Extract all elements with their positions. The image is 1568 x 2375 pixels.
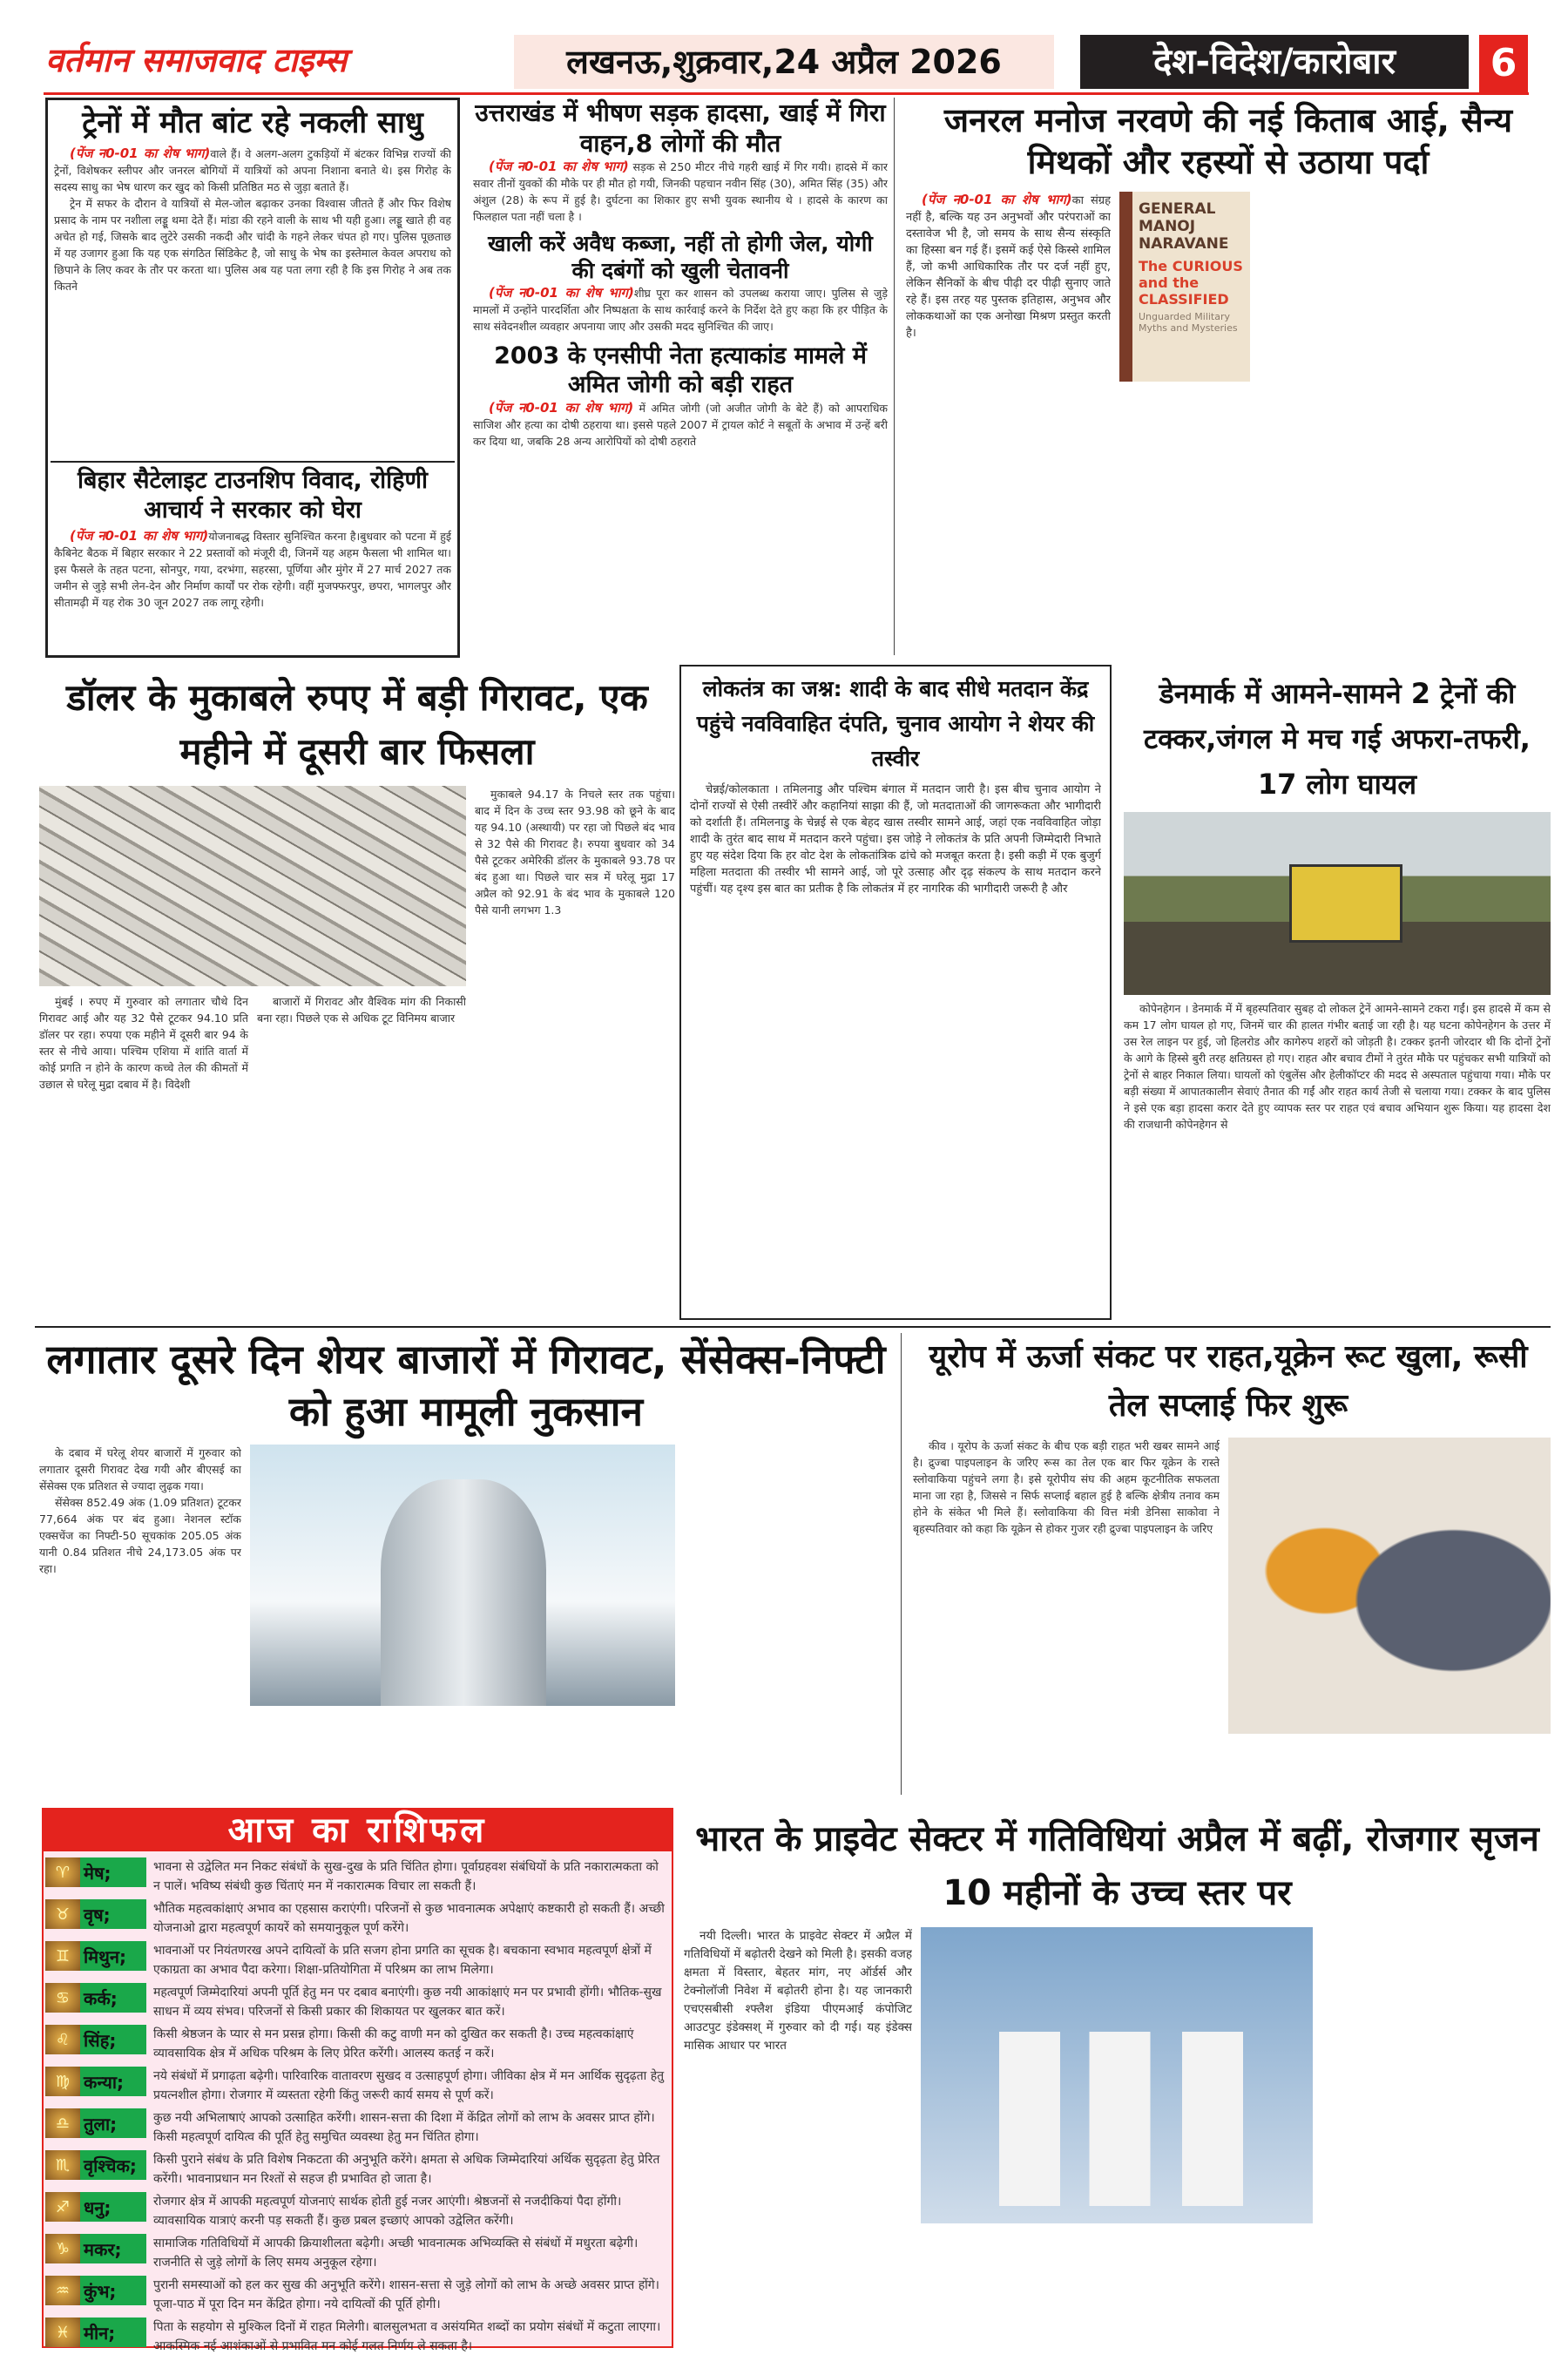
middle-top-column bbox=[473, 98, 888, 655]
masthead-rule bbox=[44, 92, 1529, 95]
headline-sensex: लगातार दूसरे दिन शेयर बाजारों में गिरावट, सेंसेक्स-निफ्टी को हुआ मामूली नुकसान bbox=[46, 1336, 886, 1435]
rashi-text: रोजगार क्षेत्र में आपकी महत्वपूर्ण योजनाएं सार्थक होती हुई नजर आएंगी। श्रेष्ठजनों से नजदीकियां पैदा होंगी। व्यावसायिक यात्राएं करनी पड़ सकती हैं। कुछ प्रबल इच्छाएं आपको उद्वेलित करेंगी। bbox=[153, 2195, 622, 2228]
goat-icon: ♑ bbox=[45, 2234, 80, 2263]
article-text: वाले हैं। वे अलग-अलग टुकड़ियों में बंटकर विभिन्न राज्यों की ट्रेनों, विशेषकर स्लीपर और जनरल बोगियों में यात्रियों को अपना निशाना बनाते थे। इस गिरोह के सदस्य साधु का भेष धारण कर खुद को किसी प्रतिष्ठित मठ से जुड़ा बताते हैं। bbox=[54, 146, 451, 193]
dollar-under-image bbox=[39, 993, 466, 1323]
twins-icon: ♊ bbox=[45, 1941, 80, 1971]
article-dollar-body-2 bbox=[257, 993, 466, 1323]
divider bbox=[35, 1326, 1551, 1328]
rashi-item bbox=[45, 1983, 669, 2021]
headline-uttarakhand: उत्तराखंड में भीषण सड़क हादसा, खाई में गिरा वाहन,8 लोगों की मौत bbox=[475, 98, 886, 158]
rashi-text: पुरानी समस्याओं को हल कर सुख की अनुभूति करेंगे। शासन-सत्ता से जुड़े लोगों को लाभ के अच्छे अवसर प्राप्त होंगे। पूजा-पाठ में पूरा दिन मन केंद्रित होगा। नये दायित्वों की पूर्ति होगी। bbox=[153, 2278, 659, 2311]
article-text: सड़क से 250 मीटर नीचे गहरी खाई में गिर गयी। हादसे में कार सवार तीनों युवकों की मौके पर ही मौत हो गयी, जिनकी पहचान नवीन सिंह (30), अमित सिंह (35) और अंशुल (28) के रूप में हुई है। दुर्घटना का शिकार हुए सभी युवक स्थानीय थे । हादसे के कारण का फिलहाल पता नहीं चला है । bbox=[473, 160, 888, 223]
article-text: मुकाबले 94.17 के निचले स्तर तक पहुंचा। बाद में दिन के उच्च स्तर 93.98 को छूने के बाद यह 94.10 (अस्थायी) पर रहा जो पिछले बंद भाव से 32 पैसे की गिरावट है। रुपया बुधवार को 34 पैसे टूटकर अमेरिकी डॉलर के मुकाबले 93.78 पर बंद हुआ था। पिछले चार सत्र में घरेलू मुद्रा 17 अप्रैल को 92.91 के बंद भाव के मुकाबले 120 पैसे यानी लगभग 1.3 bbox=[475, 788, 675, 917]
bar-steps bbox=[999, 2032, 1243, 2206]
building-shape bbox=[381, 1479, 546, 1706]
article-text: शीघ्र पूरा कर शासन को उपलब्ध कराया जाए। पुलिस से जुड़े मामलों में उन्होंने पारदर्शिता और निष्पक्षता के साथ कार्रवाई करने के निर्देश देते हुए कहा कि हर पीड़ित के साथ संवेदनशील व्यवहार अपनाया जाए और उसकी मदद सुनिश्चित की जाए। bbox=[473, 286, 888, 333]
growth-illustration-image bbox=[921, 1927, 1313, 2223]
rashi-name: कर्क; bbox=[80, 1983, 146, 2013]
article-text: योजनाबद्ध विस्तार सुनिश्चित करना है।बुधवार को पटना में हुई कैबिनेट बैठक में बिहार सरकार ने 22 प्रस्तावों को मंजूरी दी, जिनमें यह अहम फैसला भी शामिल था। इस फैसले के तहत पटना, सोनपुर, गया, दरभंगा, सहरसा, पूर्णिया और मुंगेर में 27 मार्च 2027 तक जमीन से जुड़े सभी लेन-देन और निर्माण कार्यों पर रोक रहेगी। वहीं मुजफ्फरपुर, छपरा, भागलपुर और सीतामढ़ी में यह रोक 30 जून 2027 तक लागू रहेगी। bbox=[54, 529, 451, 609]
scales-icon: ♎ bbox=[45, 2108, 80, 2138]
headline-dollar: डॉलर के मुकाबले रुपए में बड़ी गिरावट, एक महीने में दूसरी बार फिसला bbox=[66, 676, 648, 773]
stock-exchange-building-image bbox=[250, 1445, 675, 1706]
fish-icon: ♓ bbox=[45, 2317, 80, 2347]
headline-pmi: भारत के प्राइवेट सेक्टर में गतिविधियां अप्रैल में बढ़ीं, रोजगार सृजन 10 महीनों के उच्च स्तर पर bbox=[695, 1819, 1539, 1913]
headline-denmark: डेनमार्क में आमने-सामने 2 ट्रेनों की टक्कर,जंगल मे मच गई अफरा-तफरी, 17 लोग घायल bbox=[1144, 677, 1531, 801]
article-bihar bbox=[54, 466, 451, 651]
article-europe-body bbox=[906, 1438, 1220, 1799]
article-denmark bbox=[1124, 671, 1551, 1323]
rashi-item bbox=[45, 1857, 669, 1896]
rashi-item bbox=[45, 2317, 669, 2356]
dateline: लखनऊ,शुक्रवार,24 अप्रैल 2026 bbox=[514, 35, 1054, 89]
rashi-text: महत्वपूर्ण जिम्मेदारियां अपनी पूर्ति हेतु मन पर दबाव बनाएंगी। कुछ नयी आकांक्षाएं मन पर प्रभावी होंगी। भौतिक-सुख साधन में व्यय संभव। परिजनों से किसी प्रकार की शिकायत पर खुलकर बात करें। bbox=[153, 1986, 662, 2019]
divider bbox=[51, 461, 455, 463]
headline-jogi: 2003 के एनसीपी नेता हत्याकांड मामले में अमित जोगी को बड़ी राहत bbox=[494, 342, 867, 399]
article-bihar-body bbox=[54, 528, 451, 652]
virgo-icon: ♍ bbox=[45, 2067, 80, 2096]
rashi-badge bbox=[45, 2192, 146, 2222]
section-title: देश-विदेश/कारोबार bbox=[1080, 35, 1469, 89]
rashi-name: तुला; bbox=[80, 2108, 146, 2138]
rashi-badge bbox=[45, 1857, 146, 1887]
article-text: कीव । यूरोप के ऊर्जा संकट के बीच एक बड़ी राहत भरी खबर सामने आई है। द्रुज्बा पाइपलाइन के जरिए रूस का तेल एक बार फिर यूक्रेन के रास्ते स्लोवाकिया पहुंचने लगा है। इसे यूरोपीय संघ की अहम कूटनीतिक सफलता माना जा रहा है, जिससे न सिर्फ सप्लाई बहाल हुई है बल्कि क्षेत्रीय तनाव कम होने के संकेत भी मिले हैं। स्लोवाकिया की वित्त मंत्री डेनिसा साकोवा ने बृहस्पतिवार को कहा कि यूक्रेन से होकर गुजर रही द्रुज्बा पाइपलाइन के जरिए bbox=[913, 1439, 1220, 1535]
dollar-row bbox=[39, 786, 675, 1323]
article-text: सेंसेक्स 852.49 अंक (1.09 प्रतिशत) टूटकर 77,664 अंक पर बंद हुआ। नेशनल स्टॉक एक्सचेंज का निफ्टी-50 सूचकांक 205.05 अंक यानी 0.84 प्रतिशत नीचे 24,173.05 अंक पर रहा। bbox=[39, 1496, 241, 1575]
rashi-badge bbox=[45, 2025, 146, 2054]
page-number: 6 bbox=[1479, 35, 1528, 92]
rashi-text: भौतिक महत्वकांक्षाएं अभाव का एहसास कराएंगी। परिजनों से कुछ भावनात्मक अपेक्षाएं कष्टकारी हो सकती हैं। अच्छी योजनाओ द्वारा महत्वपूर्ण कायरें को समयानुकूल पूर्ण करेंगे। bbox=[153, 1902, 665, 1935]
book-cover-image bbox=[1119, 192, 1250, 382]
rashi-item bbox=[45, 1899, 669, 1938]
rashi-text: कुछ नयी अभिलाषाएं आपको उत्साहित करेंगी। शासन-सत्ता की दिशा में केंद्रित लोगों को लाभ के अवसर प्राप्त होंगे। किसी महत्वपूर्ण दायित्व की पूर्ति हेतु समुचित व्यवस्था हेतु मन चिंतित होगा। bbox=[153, 2111, 655, 2144]
article-text: बाजारों में गिरावट और वैश्विक मांग की निकासी बना रहा। पिछले एक से अधिक टूट विनिमय बाजार bbox=[257, 995, 466, 1025]
rashi-text: नये संबंधों में प्रगाढ़ता बढ़ेगी। पारिवारिक वातावरण सुखद व उत्साहपूर्ण होगा। जीविका क्षेत्र में मन आर्थिक सुदृढ़ता हेतु प्रयत्नशील होगा। रोजगार में व्यस्तता रहेगी किंतु जरूरी कार्य समय से पूर्ण करें। bbox=[153, 2069, 665, 2102]
rashi-badge bbox=[45, 2108, 146, 2138]
rashi-badge bbox=[45, 2150, 146, 2180]
rashifal-list bbox=[45, 1857, 669, 2359]
article-dollar-body-3 bbox=[475, 786, 675, 1323]
left-box bbox=[45, 98, 460, 658]
rashi-badge bbox=[45, 1941, 146, 1971]
rashi-text: भावनाओं पर नियंतणरख अपने दायित्वों के प्रति सजग होना प्रगति का सूचक है। बचकाना स्वभाव महत्वपूर्ण क्षेत्रों में एकाग्रता का अभाव पैदा करेगा। शिक्षा-प्रतियोगिता में परिश्रम का लाभ मिलेगा। bbox=[153, 1944, 652, 1977]
article-text: चेन्नई/कोलकाता । तमिलनाडु और पश्चिम बंगाल में मतदान जारी है। इस बीच चुनाव आयोग ने दोनों राज्यों से ऐसी तस्वीरें और कहानियां साझा की हैं, जो मतदाताओं की जागरूकता और भागीदारी को दर्शाती हैं। तमिलनाडु के चेन्नई से एक बेहद खास तस्वीर सामने आई, जहां एक नवविवाहित जोड़ा शादी के तुरंत बाद साथ में मतदान करने पहुंचा। इस जोड़े ने लोकतंत्र के प्रति अपनी जिम्मेदारी निभाते हुए यह संदेश दिया कि हर वोट देश के लोकतांत्रिक ढांचे को मजबूत करता है। इसी कड़ी में एक बुजुर्ग महिला मतदाता की तस्वीर भी सामने आई, जो पूरे उत्साह और दृढ़ संकल्प के साथ मतदान करने पहुंचीं। यह दृश्य इस बात का प्रतीक है कि लोकतंत्र में हर नागरिक की भागीदारी जरूरी है और bbox=[690, 783, 1101, 896]
article-europe bbox=[906, 1333, 1551, 1799]
continued-label: (पेंज न0-01 का शेष भाग) bbox=[489, 284, 634, 301]
article-text: मुंबई । रुपए में गुरुवार को लगातार चौथे दिन गिरावट आई और यह 32 पैसे टूटकर 94.10 प्रति डॉलर पर रहा। रुपया एक महीने में दूसरी बार 94 के स्तर से नीचे आया। पश्चिम एशिया में शांति वार्ता में कोई प्रगति न होने के कारण कच्चे तेल की कीमतों में उछाल से घरेलू मुद्रा दबाव में है। विदेशी bbox=[39, 995, 248, 1091]
rashi-text: सामाजिक गतिविधियों में आपकी क्रियाशीलता बढ़ेगी। अच्छी भावनात्मक अभिव्यक्ति से संबंधों में मधुरता बढ़ेगी। राजनीति से जुड़े लोगों के लिए समय अनुकूल रहेगा। bbox=[153, 2236, 639, 2270]
pmi-row bbox=[684, 1927, 1551, 2357]
article-naravane-body bbox=[906, 192, 1111, 658]
rashi-name: मकर; bbox=[80, 2234, 146, 2263]
continued-label: (पेंज न0-01 का शेष भाग) bbox=[489, 400, 634, 416]
rashi-name: वृश्चिक; bbox=[80, 2150, 146, 2180]
rashi-badge bbox=[45, 2234, 146, 2263]
column-rule bbox=[894, 98, 895, 655]
rashi-name: मिथुन; bbox=[80, 1941, 146, 1971]
article-sensex bbox=[39, 1333, 893, 1799]
rashi-item bbox=[45, 2234, 669, 2272]
election-box bbox=[679, 665, 1112, 1320]
article-text: कोपेनहेगन । डेनमार्क में में बृहस्पतिवार सुबह दो लोकल ट्रेनें आमने-सामने टकरा गईं। इस हादसे में कम से कम 17 लोग घायल हो गए, जिनमें चार की हालत गंभीर बताई जा रही है। यह घटना कोपेनहेगन के उत्तर में उस रेल लाइन पर हुई, जो हिलरोड और कागेरुप शहरों को जोड़ती है। टक्कर इतनी जोरदार थी कि दोनों ट्रेनों के आगे के हिस्से बुरी तरह क्षतिग्रस्त हो गए। राहत और बचाव टीमों ने तुरंत मौके पर पहुंचकर सभी यात्रियों को ट्रेनों से बाहर निकाल लिया। घायलों को एंबुलेंस और हेलीकॉप्टर की मदद से अस्पताल पहुंचाया गया। मौके पर बड़ी संख्या में आपातकालीन सेवाएं तैनात की गईं और राहत कार्य तेजी से चलाया गया। टक्कर के बाद पुलिस ने इसे एक बड़ा हादसा करार देते हुए व्यापक स्तर पर राहत एवं बचाव अभियान शुरू किया। यह हादसा देश की राजधानी कोपेनहेगन से bbox=[1124, 1002, 1551, 1131]
europe-row bbox=[906, 1438, 1551, 1799]
headline-europe: यूरोप में ऊर्जा संकट पर राहत,यूक्रेन रूट खुला, रूसी तेल सप्लाई फिर शुरू bbox=[929, 1339, 1528, 1424]
crab-icon: ♋ bbox=[45, 1983, 80, 2013]
article-text: का संग्रह नहीं है, बल्कि यह उन अनुभवों और परंपराओं का दस्तावेज भी है, जो समय के साथ सैन्य संस्कृति का हिस्सा बन गई हैं। इसमें कई ऐसे किस्से शामिल हैं, जो कभी आधिकारिक तौर पर दर्ज नहीं हुए, लेकिन सैनिकों के बीच पीढ़ी दर पीढ़ी सुनाए जाते रहे हैं। इस तरह यह पुस्तक इतिहास, अनुभव और लोककथाओं का एक अनोखा मिश्रण प्रस्तुत करती है। bbox=[906, 194, 1111, 340]
continued-label: (पेंज न0-01 का शेष भाग) bbox=[922, 192, 1072, 207]
rashi-text: किसी पुराने संबंध के प्रति विशेष निकटता की अनुभूति करेंगे। क्षमता से अधिक जिम्मेदारियां अर्थिक सुदृढ़ता हेतु प्रेरित करेंगी। भावनाप्रधान मन रिश्तों से सहज ही प्रभावित हो जाता है। bbox=[153, 2153, 660, 2186]
rashi-item bbox=[45, 1941, 669, 1979]
headline-yogi: खाली करें अवैध कब्जा, नहीं तो होगी जेल, योगी की दबंगों को खुली चेतावनी bbox=[488, 231, 873, 284]
headline-bihar: बिहार सैटेलाइट टाउनशिप विवाद, रोहिणी आचार्य ने सरकार को घेरा bbox=[78, 467, 428, 524]
book-author: GENERAL MANOJ NARAVANE bbox=[1139, 200, 1229, 253]
article-sadhu-body bbox=[54, 145, 451, 458]
rashi-name: धनु; bbox=[80, 2192, 146, 2222]
article-text: ट्रेन में सफर के दौरान वे यात्रियों से मेल-जोल बढ़ाकर उनका विश्वास जीतते हैं और फिर विशेष प्रसाद के नाम पर नशीला लड्डू थमा देते हैं। मांडा की रहने वाली के साथ भी यही हुआ। लड्डू खाते ही वह अचेत हो गई, जिसके बाद लुटेरे उसकी नकदी और चांदी के गहने लेकर चंपत हो गए। पुलिस पूछताछ में यह उजागर हुआ कि यह एक संगठित सिंडिकेट है, जो साधु के भेष का इस्तेमाल केवल अपराध को छिपाने के लिए कवर के तौर पर करता था। पुलिस अब यह पता लगा रही है कि इस गिरोह ने अब तक कितने bbox=[54, 196, 451, 293]
article-pmi bbox=[684, 1812, 1551, 2357]
masthead-logo: वर्तमान समाजवाद टाइम्स bbox=[45, 41, 348, 79]
article-dollar bbox=[39, 671, 675, 1323]
rashi-item bbox=[45, 2192, 669, 2230]
rashi-name: मेष; bbox=[80, 1857, 146, 1887]
book-subtitle: Unguarded Military Myths and Mysteries bbox=[1139, 311, 1238, 334]
rashi-item bbox=[45, 2108, 669, 2147]
rashi-badge bbox=[45, 1983, 146, 2013]
water-pot-icon: ♒ bbox=[45, 2276, 80, 2305]
europe-map-image bbox=[1228, 1438, 1551, 1734]
article-naravane bbox=[906, 100, 1551, 658]
rashi-badge bbox=[45, 2317, 146, 2347]
article-uttarakhand-body bbox=[473, 159, 888, 225]
lion-icon: ♌ bbox=[45, 2025, 80, 2054]
rashi-item bbox=[45, 2276, 669, 2314]
column-rule bbox=[901, 1333, 902, 1795]
train-shape bbox=[1289, 864, 1402, 943]
rashi-text: पिता के सहयोग से मुश्किल दिनों में राहत मिलेगी। बालसुलभता व असंयमित शब्दों का प्रयोग संबंधों में कटुता लाएगा। आकस्मिक नई आशंकाओं से प्रभावित मन कोई गलत निर्णय ले सकता है। bbox=[153, 2320, 661, 2353]
archer-icon: ♐ bbox=[45, 2192, 80, 2222]
article-text: के दबाव में घरेलू शेयर बाजारों में गुरुवार को लगातार दूसरी गिरावट देख गयी और बीएसई का सेंसेक्स एक प्रतिशत से ज्यादा लुढ़क गया। bbox=[39, 1446, 241, 1492]
train-crash-image bbox=[1124, 812, 1551, 995]
rashi-item bbox=[45, 2025, 669, 2063]
continued-label: (पेंज न0-01 का शेष भाग) bbox=[489, 159, 629, 174]
article-yogi-body bbox=[473, 285, 888, 335]
article-text: में अमित जोगी (जो अजीत जोगी के बेटे हैं) को आपराधिक साजिश और हत्या का दोषी ठहराया था। इससे पहले 2007 में ट्रायल कोर्ट ने सबूतों के अभाव में उन्हें बरी कर दिया था, जबकि 28 अन्य आरोपियों को दोषी ठहराते bbox=[473, 402, 888, 448]
rashi-badge bbox=[45, 1899, 146, 1929]
article-sensex-body bbox=[39, 1445, 241, 1799]
headline-naravane: जनरल मनोज नरवणे की नई किताब आई, सैन्य मिथकों और रहस्यों से उठाया पर्दा bbox=[943, 101, 1513, 181]
rashi-item bbox=[45, 2067, 669, 2105]
currency-notes-image bbox=[39, 786, 466, 986]
rashi-badge bbox=[45, 2276, 146, 2305]
article-denmark-body bbox=[1124, 1000, 1551, 1323]
rashi-name: मीन; bbox=[80, 2317, 146, 2347]
rashi-text: भावना से उद्वेलित मन निकट संबंधों के सुख-दुख के प्रति चिंतित होगा। पूर्वाग्रहवश संबंधियों के प्रति नकारात्मकता को न पालें। भविष्य संबंधी कुछ चिंताएं मन में नकारात्मक विचार ला सकती हैं। bbox=[153, 1860, 659, 1893]
article-text: नयी दिल्ली। भारत के प्राइवेट सेक्टर में अप्रैल में गतिविधियों में बढ़ोतरी देखने को मिली है। इसकी वजह क्षमता में विस्तार, बेहतर मांग, नए ऑर्डर्स और टेक्नोलॉजी निवेश में बढ़ोतरी होना है। यह जानकारी एचएसबीसी श्फ्लैश इंडिया पीएमआई कंपोजिट आउटपुट इंडेक्सश् में गुरुवार को दी गई। यह इंडेक्स मासिक आधार पर भारत bbox=[684, 1929, 912, 2053]
article-dollar-body bbox=[39, 993, 248, 1323]
article-jogi-body bbox=[473, 400, 888, 655]
article-pmi-body bbox=[684, 1927, 912, 2357]
continued-label: (पेंज न0-01 का शेष भाग) bbox=[70, 145, 211, 161]
rashi-name: सिंह; bbox=[80, 2025, 146, 2054]
rashi-name: वृष; bbox=[80, 1899, 146, 1929]
scorpion-icon: ♏ bbox=[45, 2150, 80, 2180]
rashi-name: कन्या; bbox=[80, 2067, 146, 2096]
rashi-text: किसी श्रेष्ठजन के प्यार से मन प्रसन्न होगा। किसी की कटु वाणी मन को दुखित कर सकती है। उच्च महत्वकांक्षाएं व्यावसायिक क्षेत्र में अधिक परिश्रम के लिए प्रेरित करेंगी। आलस्य कतई न करें। bbox=[153, 2027, 634, 2060]
rashi-name: कुंभ; bbox=[80, 2276, 146, 2305]
ram-icon: ♈ bbox=[45, 1857, 80, 1887]
headline-sadhu: ट्रेनों में मौत बांट रहे नकली साधु bbox=[82, 105, 423, 140]
sensex-row bbox=[39, 1445, 893, 1799]
book-title: The CURIOUS and the CLASSIFIED bbox=[1139, 258, 1243, 308]
continued-label: (पेंज न0-01 का शेष भाग) bbox=[70, 527, 209, 544]
rashifal-title: आज का राशिफल bbox=[44, 1810, 672, 1851]
bull-icon: ♉ bbox=[45, 1899, 80, 1929]
rashi-badge bbox=[45, 2067, 146, 2096]
article-sadhu bbox=[54, 105, 451, 457]
naravane-row bbox=[906, 192, 1551, 658]
headline-election: लोकतंत्र का जश्न: शादी के बाद सीधे मतदान केंद्र पहुंचे नवविवाहित दंपति, चुनाव आयोग ने शेयर की तस्वीर bbox=[696, 676, 1095, 771]
article-election-body bbox=[690, 782, 1101, 1313]
dollar-left bbox=[39, 786, 466, 1323]
rashi-item bbox=[45, 2150, 669, 2189]
